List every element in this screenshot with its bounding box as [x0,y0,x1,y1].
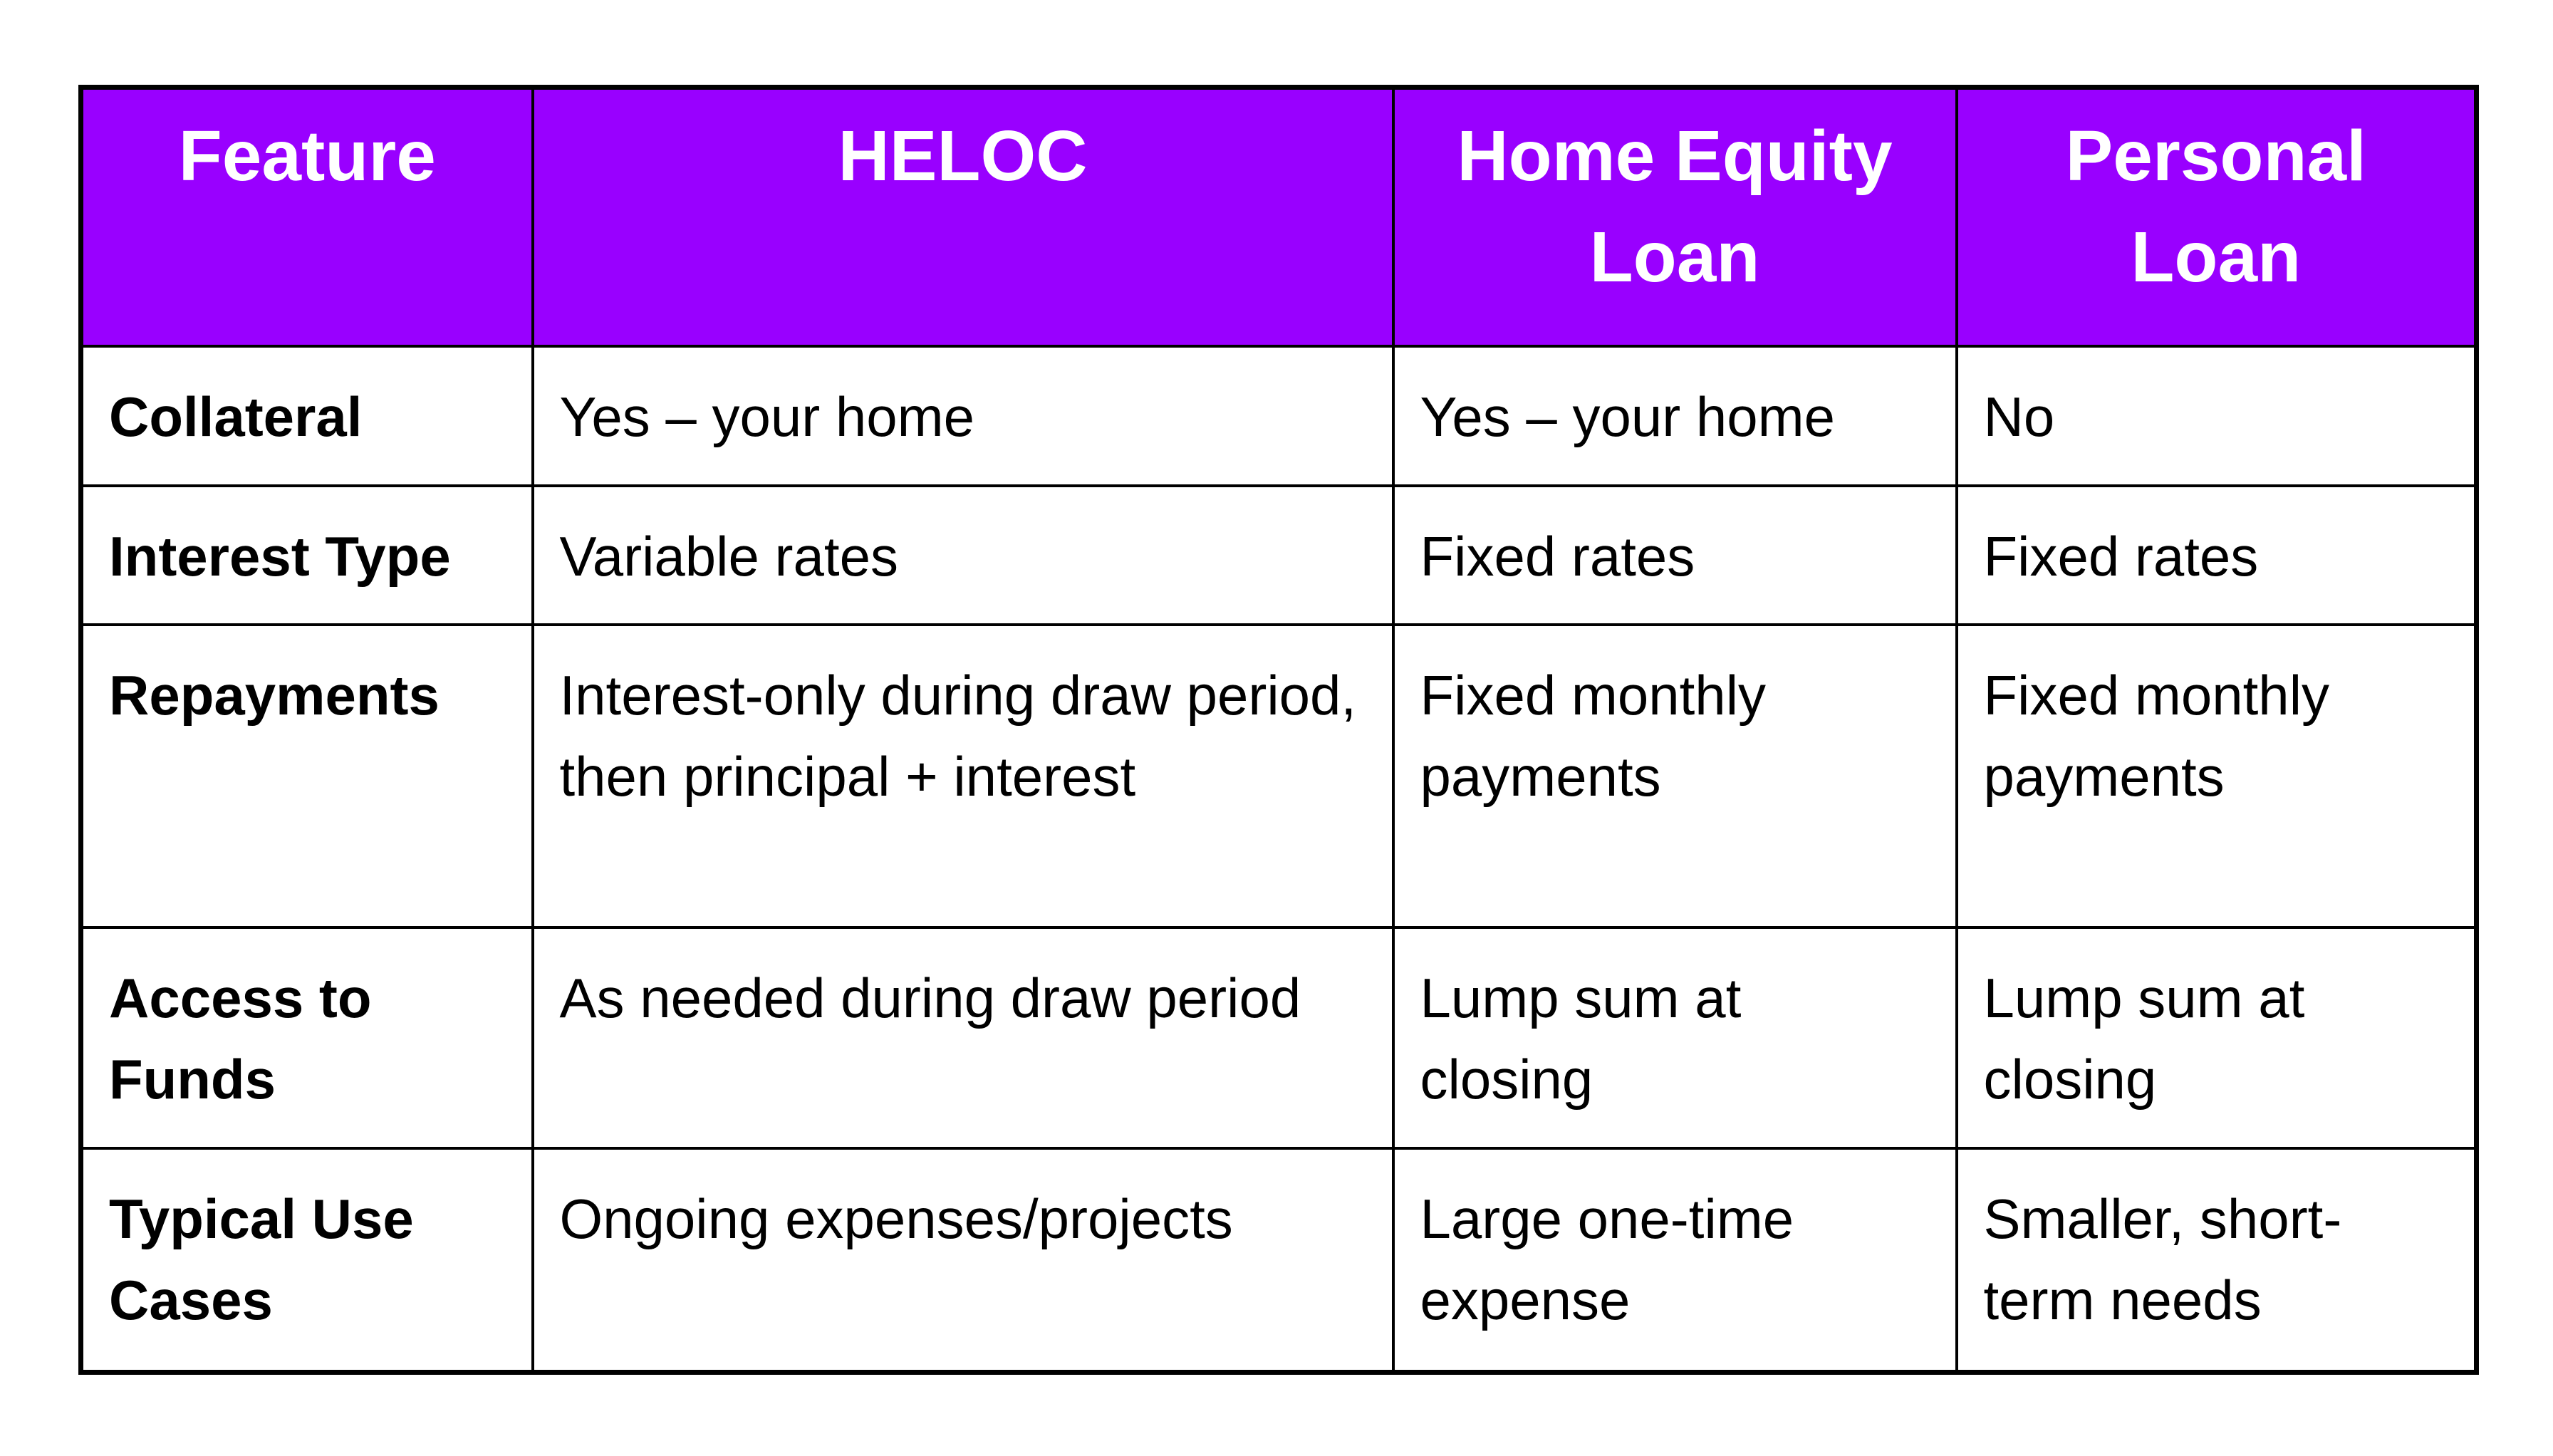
home-equity-cell: Large one-time expense [1393,1148,1957,1373]
table-row [81,486,2477,625]
home-equity-cell: Fixed rates [1393,486,1957,625]
home-equity-cell: Fixed monthly payments [1393,625,1957,927]
table-row [81,346,2477,486]
heloc-cell: Interest-only during draw period, then principal + interest [533,625,1393,927]
feature-cell: Repayments [81,625,533,927]
header-home-equity-loan: Home Equity Loan [1393,88,1957,346]
personal-loan-cell: Smaller, short-term needs [1957,1148,2477,1373]
home-equity-cell: Yes – your home [1393,346,1957,486]
heloc-cell: Ongoing expenses/projects [533,1148,1393,1373]
heloc-cell: Variable rates [533,486,1393,625]
feature-cell: Interest Type [81,486,533,625]
heloc-cell: As needed during draw period [533,927,1393,1148]
table-row [81,625,2477,927]
personal-loan-cell: Fixed rates [1957,486,2477,625]
table-row [81,927,2477,1148]
header-personal-loan: Personal Loan [1957,88,2477,346]
feature-cell: Access to Funds [81,927,533,1148]
header-row [81,88,2477,346]
table-row [81,1148,2477,1373]
home-equity-cell: Lump sum at closing [1393,927,1957,1148]
header-feature: Feature [81,88,533,346]
feature-cell: Collateral [81,346,533,486]
personal-loan-cell: Fixed monthly payments [1957,625,2477,927]
personal-loan-cell: Lump sum at closing [1957,927,2477,1148]
header-heloc: HELOC [533,88,1393,346]
heloc-cell: Yes – your home [533,346,1393,486]
personal-loan-cell: No [1957,346,2477,486]
feature-cell: Typical Use Cases [81,1148,533,1373]
loan-comparison-table [78,85,2479,1375]
